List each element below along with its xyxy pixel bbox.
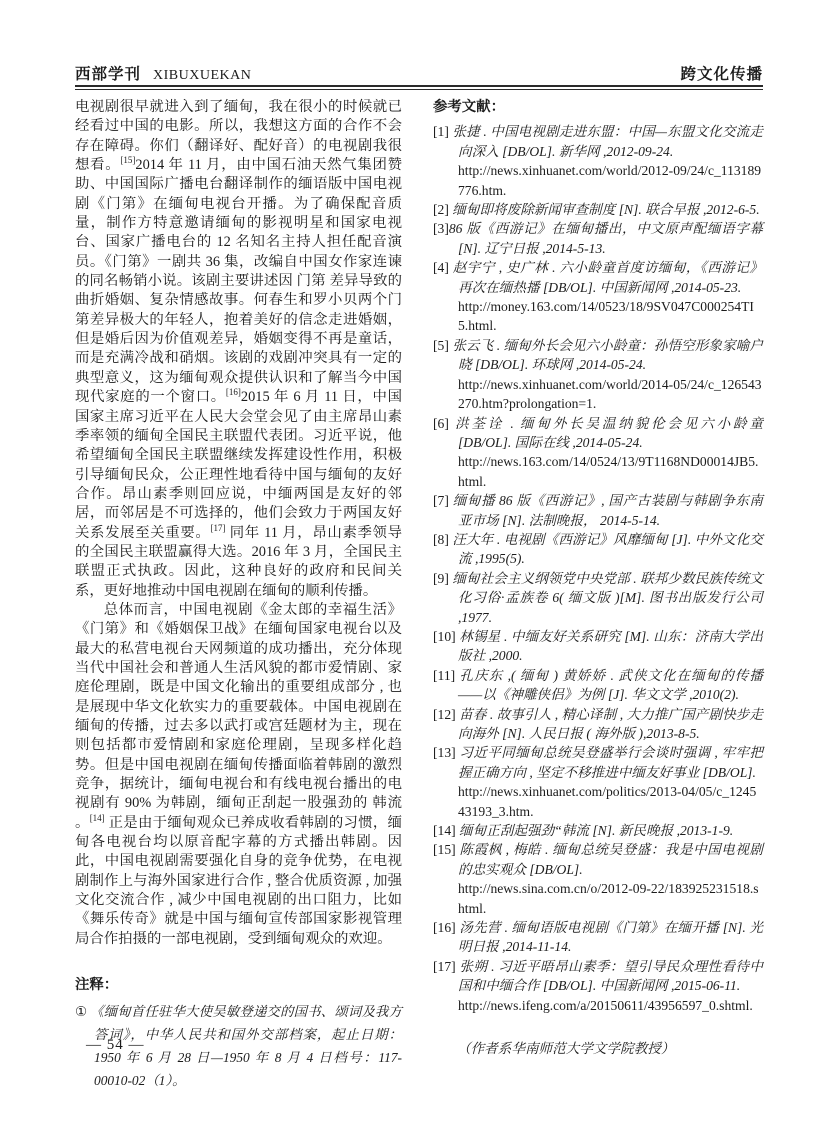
reference-number: [17]	[433, 958, 460, 974]
reference-item-5	[433, 336, 763, 414]
reference-url: http://money.163.com/14/0523/18/9SV047C000254TI5.html.	[458, 299, 754, 334]
citation-marker-16: [16]	[225, 387, 241, 398]
reference-text: 林锡星 . 中缅友好关系研究 [M]. 山东：济南大学出版社 ,2000.	[458, 628, 764, 664]
journal-title	[75, 62, 251, 84]
reference-item-12	[433, 705, 763, 744]
reference-text: 张捷 . 中国电视剧走进东盟：中国—东盟文化交流走向深入 [DB/OL]. 新华网 ,2012-09-24.	[452, 124, 763, 159]
reference-number: [9]	[433, 570, 453, 586]
author-affiliation: （作者系华南师范大学文学院教授）	[457, 1041, 675, 1057]
citation-marker-17: [17]	[210, 522, 226, 533]
reference-text: 缅甸正刮起强劲“韩流 [N]. 新民晚报 ,2013-1-9.	[459, 823, 734, 839]
body-text: 同年 11 月，昂山素季领导的全国民主联盟赢得大选。2016 年 3 月，全国民主联盟正式执政。因此，这种良好的政府和民间关系，更好地推动中国电视剧在缅甸的顺利传播。	[75, 524, 402, 599]
reference-number: [16]	[433, 920, 460, 936]
reference-item-3	[433, 219, 763, 258]
reference-number: [2]	[433, 202, 453, 218]
reference-number: [14]	[433, 823, 460, 839]
reference-text: 86 版《西游记》在缅甸播出，中文原声配缅语字幕 [N]. 辽宁日报 ,2014-5-13.	[448, 221, 763, 256]
reference-url: http://news.sina.com.cn/o/2012-09-22/183925231518.shtml.	[458, 881, 759, 916]
reference-item-11	[433, 666, 763, 705]
reference-text: 赵宇宁 , 史广林 . 六小龄童首度访缅甸，《西游记》再次在缅热播 [DB/OL]. 中国新闻网 ,2014-05-23.	[452, 260, 763, 295]
reference-number: [3]	[433, 221, 449, 237]
journal-name-chinese: 西部学刊	[75, 66, 142, 83]
reference-number: [10]	[433, 628, 460, 644]
note-text: 《缅甸首任驻华大使吴敏登递交的国书、颂词及我方答词》，中华人民共和国外交部档案，起止日期：1950 年 6 月 28 日—1950 年 8 月 4 日档号：117-00010-02（1）。	[90, 1004, 402, 1089]
header-divider	[75, 85, 763, 90]
references-heading: 参考文献：	[433, 99, 505, 115]
body-text: 电视剧很早就进入到了缅甸，我在很小的时候就已经看过中国的电影。所以，我想这方面的合作不会存在障碍。你们（翻译好、配好音）的电视剧我很想看。	[75, 99, 402, 174]
reference-text: 张云飞 . 缅甸外长会见六小龄童：孙悟空形象家喻户晓 [DB/OL]. 环球网 ,2014-05-24.	[452, 337, 763, 373]
reference-item-8	[433, 530, 763, 569]
reference-text: 习近平同缅甸总统吴登盛举行会谈时强调 , 牢牢把握正确方向 , 坚定不移推进中缅友好事业 [DB/OL].	[458, 745, 763, 780]
reference-item-2	[433, 200, 763, 219]
reference-number: [1]	[433, 124, 453, 140]
reference-text: 苗春 . 故事引人 , 精心译制 , 大力推广国产剧快步走向海外 [N]. 人民日报 ( 海外版 ),2013-8-5.	[458, 706, 763, 741]
reference-item-10	[433, 627, 763, 666]
reference-number: [13]	[433, 745, 460, 761]
journal-name-pinyin: XIBUXUEKAN	[153, 68, 252, 83]
reference-text: 汪大年 . 电视剧《西游记》风靡缅甸 [J]. 中外文化交流 ,1995(5).	[452, 531, 763, 567]
reference-number: [7]	[433, 493, 453, 509]
reference-item-9	[433, 569, 763, 627]
reference-text: 缅甸即将废除新闻审查制度 [N]. 联合早报 ,2012-6-5.	[452, 202, 760, 218]
reference-url: http://news.xinhuanet.com/world/2014-05/24/c_126543270.htm?prolongation=1.	[458, 376, 762, 412]
reference-number: [15]	[433, 842, 460, 858]
reference-item-13	[433, 743, 763, 821]
reference-item-1	[433, 122, 763, 200]
reference-url: http://news.ifeng.com/a/20150611/43956597_0.shtml.	[458, 997, 753, 1013]
paragraph-1	[75, 98, 402, 601]
reference-item-15	[433, 840, 763, 918]
page-number: — 54 —	[86, 1037, 145, 1053]
reference-item-16	[433, 918, 763, 957]
right-column	[433, 98, 763, 1059]
page-header	[75, 62, 763, 84]
reference-url: http://news.xinhuanet.com/world/2012-09/24/c_113189776.htm.	[458, 163, 762, 198]
reference-item-14	[433, 821, 763, 840]
reference-text: 缅甸社会主义纲领党中央党部 . 联邦少数民族传统文化习俗·孟族卷 6( 缅文版 )[M]. 图书出版发行公司 ,1977.	[452, 570, 763, 625]
reference-text: 陈霞枫 , 梅皓 . 缅甸总统吴登盛：我是中国电视剧的忠实观众 [DB/OL].	[458, 842, 764, 877]
reference-number: [12]	[433, 706, 460, 722]
reference-number: [4]	[433, 260, 453, 276]
citation-marker-14: [14]	[89, 812, 105, 823]
reference-text: 洪荃诠 . 缅甸外长吴温纳貌伦会见六小龄童 [DB/OL]. 国际在线 ,2014-05-24.	[455, 415, 763, 450]
body-text: 正是由于缅甸观众已养成收看韩剧的习惯，缅甸各电视台均以原音配字幕的方式播出韩剧。因此，中国电视剧需要强化自身的竞争优势，在电视剧制作上与海外国家进行合作 , 整合优质资源 , 加强文化交流合作 , 减少中国电视剧的出口阻力，比如《舞乐传奇》就是中国与缅甸宣传部国家影视管理局合作拍摄的一部电视剧，受到缅甸观众的欢迎。	[75, 814, 402, 947]
reference-item-7	[433, 491, 763, 530]
reference-text: 孔庆东 ,( 缅甸 ) 黄娇娇 . 武侠文化在缅甸的传播——以《神雕侠侣》为例 [J]. 华文文学 ,2010(2).	[458, 667, 763, 703]
paragraph-2	[75, 601, 402, 949]
reference-item-4	[433, 258, 763, 336]
reference-url: http://news.xinhuanet.com/politics/2013-04/05/c_124543193_3.htm.	[458, 784, 757, 819]
reference-url: http://news.163.com/14/0524/13/9T1168ND00014JB5.html.	[458, 454, 759, 489]
reference-number: [8]	[433, 531, 453, 547]
section-name: 跨文化传播	[680, 66, 763, 83]
reference-number: [11]	[433, 667, 460, 683]
notes-heading: 注释：	[75, 977, 119, 994]
citation-marker-15: [15]	[120, 155, 136, 166]
reference-text: 汤先营 . 缅甸语版电视剧《门第》在缅开播 [N]. 光明日报 ,2014-11-14.	[458, 920, 763, 955]
reference-number: [5]	[433, 337, 453, 353]
body-text: 总体而言，中国电视剧《金太郎的幸福生活》《门第》和《婚姻保卫战》在缅甸国家电视台以及最大的私营电视台天网频道的成功播出，充分体现当代中国社会和普通人生活风貌的都市爱情剧、家庭伦理剧，既是中国文化输出的重要组成部分 , 也是展现中华文化软实力的重要载体。中国电视剧在缅甸的传播，过去多以武打或宫廷题材为主，现在则包括都市爱情剧和家庭伦理剧，呈现多样化趋势。但是中国电视剧在缅甸传播面临着韩剧的激烈竞争，据统计，缅甸电视台和有线电视台播出的电视剧有 90% 为韩剧，缅甸正刮起一股强劲的 韩流 。	[75, 601, 402, 831]
reference-text: 张朔 . 习近平晤昂山素季：望引导民众理性看待中国和中缅合作 [DB/OL]. 中国新闻网 ,2015-06-11.	[458, 958, 763, 994]
reference-number: [6]	[433, 415, 456, 431]
left-column	[75, 98, 402, 1092]
reference-item-6	[433, 414, 763, 492]
reference-text: 缅甸播 86 版《西游记》, 国产古装剧与韩剧争东南亚市场 [N]. 法制晚报， 2014-5-14.	[452, 493, 764, 528]
note-marker: ①	[75, 1004, 88, 1020]
reference-item-17	[433, 957, 763, 1015]
body-text: 2015 年 6 月 11 日，中国国家主席习近平在人民大会堂会见了由主席昂山素季率领的缅甸全国民主联盟代表团。习近平说，他希望缅甸全国民主联盟继续发挥建设性作用，积极引导缅甸民众，公正理性地看待中国与缅甸的友好合作。昂山素季则回应说，中缅两国是友好的邻居，而邻居是不可选择的，他们会致力于两国友好关系发展至关重要。	[75, 389, 402, 541]
body-text: 2014 年 11 月，由中国石油天然气集团赞助、中国国际广播电台翻译制作的缅语版中国电视剧《门第》在缅甸电视台开播。为了确保配音质量，制作方特意邀请缅甸的影视明星和国家电视台、国家广播电台的 12 名知名主持人担任配音演员。《门第》一剧共 36 集，改编自中国女作家连谏的同名畅销小说。该剧主要讲述因 门第 差异导致的曲折婚姻、复杂情感故事。何春生和罗小贝两个门第差异极大的年轻人，抱着美好的信念走进婚姻，但是婚后因为价值观差异，婚姻变得不再是童话，而是充满冷战和硝烟。该剧的戏剧冲突具有一定的典型意义，这为缅甸观众提供认识和了解当今中国现代家庭的一个窗口。	[75, 157, 402, 406]
